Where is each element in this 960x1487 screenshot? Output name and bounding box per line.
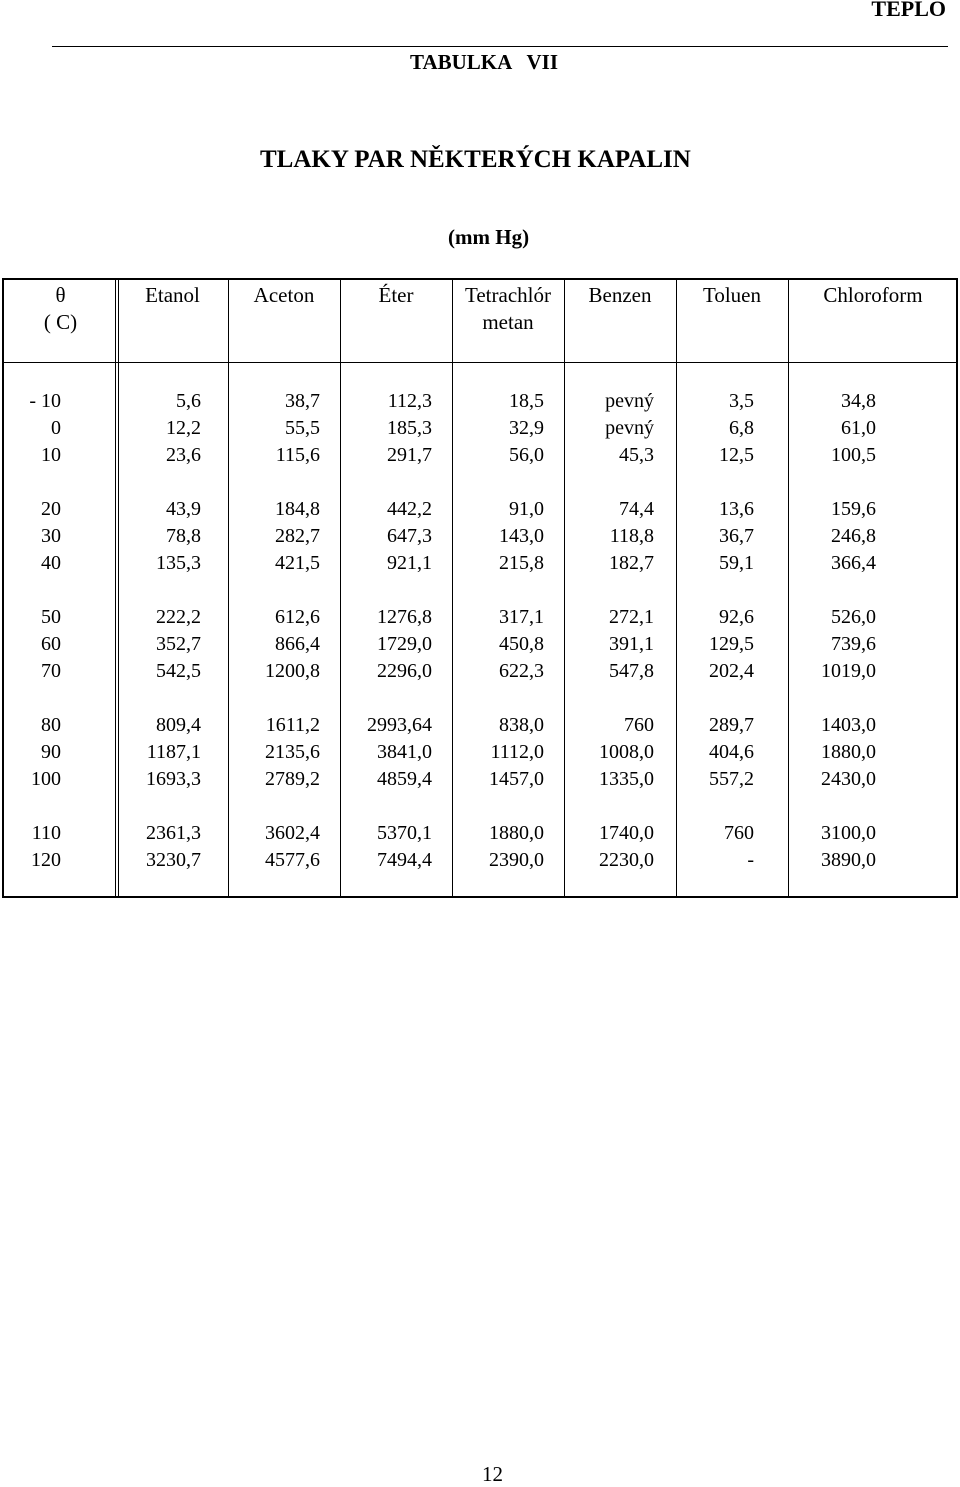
pressure-cell: 3100,0 [821, 822, 876, 844]
pressure-cell: 61,0 [841, 417, 876, 439]
pressure-cell: pevný [605, 417, 654, 439]
pressure-cell: 391,1 [609, 633, 654, 655]
column-divider [452, 280, 453, 896]
pressure-cell: 13,6 [719, 498, 754, 520]
pressure-cell: 5,6 [176, 390, 201, 412]
pressure-cell: 1335,0 [599, 768, 654, 790]
pressure-cell: 760 [724, 822, 754, 844]
pressure-cell: 1276,8 [377, 606, 432, 628]
pressure-cell: 135,3 [156, 552, 201, 574]
temperature-cell: 20 [41, 498, 61, 520]
pressure-cell: 542,5 [156, 660, 201, 682]
pressure-cell: 45,3 [619, 444, 654, 466]
page-number: 12 [482, 1462, 503, 1486]
pressure-cell: 3890,0 [821, 849, 876, 871]
column-header-line1: Etanol [145, 283, 200, 307]
pressure-cell: 6,8 [729, 417, 754, 439]
pressure-cell: 366,4 [831, 552, 876, 574]
pressure-cell: 143,0 [499, 525, 544, 547]
header-rule [52, 46, 948, 47]
temperature-cell: - 10 [29, 390, 61, 412]
pressure-cell: 12,5 [719, 444, 754, 466]
column-divider [340, 280, 341, 896]
pressure-cell: 55,5 [285, 417, 320, 439]
pressure-cell: 1019,0 [821, 660, 876, 682]
pressure-cell: 547,8 [609, 660, 654, 682]
table-label: TABULKA VII [410, 50, 559, 74]
pressure-cell: 222,2 [156, 606, 201, 628]
pressure-cell: 2361,3 [146, 822, 201, 844]
pressure-cell: 92,6 [719, 606, 754, 628]
pressure-cell: 866,4 [275, 633, 320, 655]
header-divider [4, 362, 956, 363]
pressure-cell: 56,0 [509, 444, 544, 466]
pressure-cell: 2430,0 [821, 768, 876, 790]
pressure-cell: 1457,0 [489, 768, 544, 790]
pressure-cell: 809,4 [156, 714, 201, 736]
pressure-cell: 159,6 [831, 498, 876, 520]
temperature-cell: 0 [51, 417, 61, 439]
column-divider [676, 280, 677, 896]
pressure-cell: 1403,0 [821, 714, 876, 736]
column-header-line1: θ [55, 283, 66, 307]
pressure-cell: 4859,4 [377, 768, 432, 790]
temperature-cell: 70 [41, 660, 61, 682]
pressure-cell: 43,9 [166, 498, 201, 520]
column-header-line2: ( C) [43, 310, 78, 334]
pressure-cell: 202,4 [709, 660, 754, 682]
pressure-cell: 526,0 [831, 606, 876, 628]
pressure-cell: 2230,0 [599, 849, 654, 871]
pressure-cell: 74,4 [619, 498, 654, 520]
pressure-cell: 12,2 [166, 417, 201, 439]
pressure-cell: 91,0 [509, 498, 544, 520]
pressure-cell: 59,1 [719, 552, 754, 574]
column-header-line1: Éter [378, 283, 414, 307]
table-title: TLAKY PAR NĚKTERÝCH KAPALIN [260, 146, 691, 173]
pressure-cell: 272,1 [609, 606, 654, 628]
pressure-cell: 38,7 [285, 390, 320, 412]
pressure-cell: 557,2 [709, 768, 754, 790]
pressure-cell: 2296,0 [377, 660, 432, 682]
pressure-cell: 3230,7 [146, 849, 201, 871]
column-header-line1: Benzen [588, 283, 652, 307]
pressure-cell: 182,7 [609, 552, 654, 574]
pressure-cell: 215,8 [499, 552, 544, 574]
pressure-cell: 1200,8 [265, 660, 320, 682]
temperature-cell: 100 [31, 768, 61, 790]
pressure-cell: 36,7 [719, 525, 754, 547]
temperature-cell: 30 [41, 525, 61, 547]
pressure-cell: 118,8 [609, 525, 654, 547]
column-header [676, 280, 788, 362]
vapor-pressure-table [2, 278, 958, 898]
column-divider [564, 280, 565, 896]
pressure-cell: - [747, 849, 754, 871]
column-header [452, 280, 564, 362]
pressure-cell: 3,5 [729, 390, 754, 412]
column-header [4, 280, 117, 362]
column-header-line1: Toluen [702, 283, 762, 307]
pressure-cell: 289,7 [709, 714, 754, 736]
pressure-cell: 352,7 [156, 633, 201, 655]
temperature-cell: 120 [31, 849, 61, 871]
pressure-cell: 115,6 [275, 444, 320, 466]
pressure-cell: 3841,0 [377, 741, 432, 763]
pressure-cell: 1112,0 [490, 741, 544, 763]
temperature-cell: 60 [41, 633, 61, 655]
pressure-cell: 1693,3 [146, 768, 201, 790]
pressure-cell: 282,7 [275, 525, 320, 547]
column-header [228, 280, 340, 362]
pressure-cell: 184,8 [275, 498, 320, 520]
pressure-cell: 450,8 [499, 633, 544, 655]
pressure-cell: 1880,0 [489, 822, 544, 844]
pressure-cell: 1729,0 [377, 633, 432, 655]
pressure-cell: 7494,4 [377, 849, 432, 871]
temperature-cell: 90 [41, 741, 61, 763]
pressure-cell: 2390,0 [489, 849, 544, 871]
column-divider [228, 280, 229, 896]
temperature-cell: 40 [41, 552, 61, 574]
pressure-cell: 2993,64 [367, 714, 432, 736]
pressure-cell: 185,3 [387, 417, 432, 439]
pressure-cell: 760 [624, 714, 654, 736]
pressure-cell: 100,5 [831, 444, 876, 466]
temperature-cell: 10 [41, 444, 61, 466]
running-head: TEPLO [871, 0, 946, 21]
column-header-line1: Aceton [253, 283, 315, 307]
temperature-cell: 110 [31, 822, 61, 844]
column-header-line1: Tetrachlór [465, 283, 551, 307]
pressure-cell: 622,3 [499, 660, 544, 682]
pressure-cell: 129,5 [709, 633, 754, 655]
column-header [117, 280, 228, 362]
pressure-cell: 1008,0 [599, 741, 654, 763]
column-divider [115, 280, 119, 896]
pressure-cell: pevný [605, 390, 654, 412]
pressure-cell: 1880,0 [821, 741, 876, 763]
temperature-cell: 50 [41, 606, 61, 628]
pressure-cell: 291,7 [387, 444, 432, 466]
pressure-cell: 838,0 [499, 714, 544, 736]
pressure-cell: 1611,2 [265, 714, 320, 736]
pressure-cell: 18,5 [509, 390, 544, 412]
pressure-cell: 34,8 [841, 390, 876, 412]
units-label: (mm Hg) [448, 225, 530, 249]
pressure-cell: 2135,6 [265, 741, 320, 763]
pressure-cell: 3602,4 [265, 822, 320, 844]
column-header-line2: metan [482, 310, 534, 334]
pressure-cell: 246,8 [831, 525, 876, 547]
pressure-cell: 921,1 [387, 552, 432, 574]
pressure-cell: 739,6 [831, 633, 876, 655]
pressure-cell: 32,9 [509, 417, 544, 439]
pressure-cell: 4577,6 [265, 849, 320, 871]
pressure-cell: 404,6 [709, 741, 754, 763]
column-header [564, 280, 676, 362]
pressure-cell: 442,2 [387, 498, 432, 520]
pressure-cell: 421,5 [275, 552, 320, 574]
pressure-cell: 1187,1 [146, 741, 201, 763]
column-header-line1: Chloroform [823, 283, 923, 307]
pressure-cell: 112,3 [387, 390, 432, 412]
pressure-cell: 1740,0 [599, 822, 654, 844]
temperature-cell: 80 [41, 714, 61, 736]
pressure-cell: 23,6 [166, 444, 201, 466]
pressure-cell: 5370,1 [377, 822, 432, 844]
pressure-cell: 2789,2 [265, 768, 320, 790]
column-divider [788, 280, 789, 896]
pressure-cell: 317,1 [499, 606, 544, 628]
pressure-cell: 647,3 [387, 525, 432, 547]
pressure-cell: 78,8 [166, 525, 201, 547]
column-header [340, 280, 452, 362]
pressure-cell: 612,6 [275, 606, 320, 628]
column-header [788, 280, 958, 362]
